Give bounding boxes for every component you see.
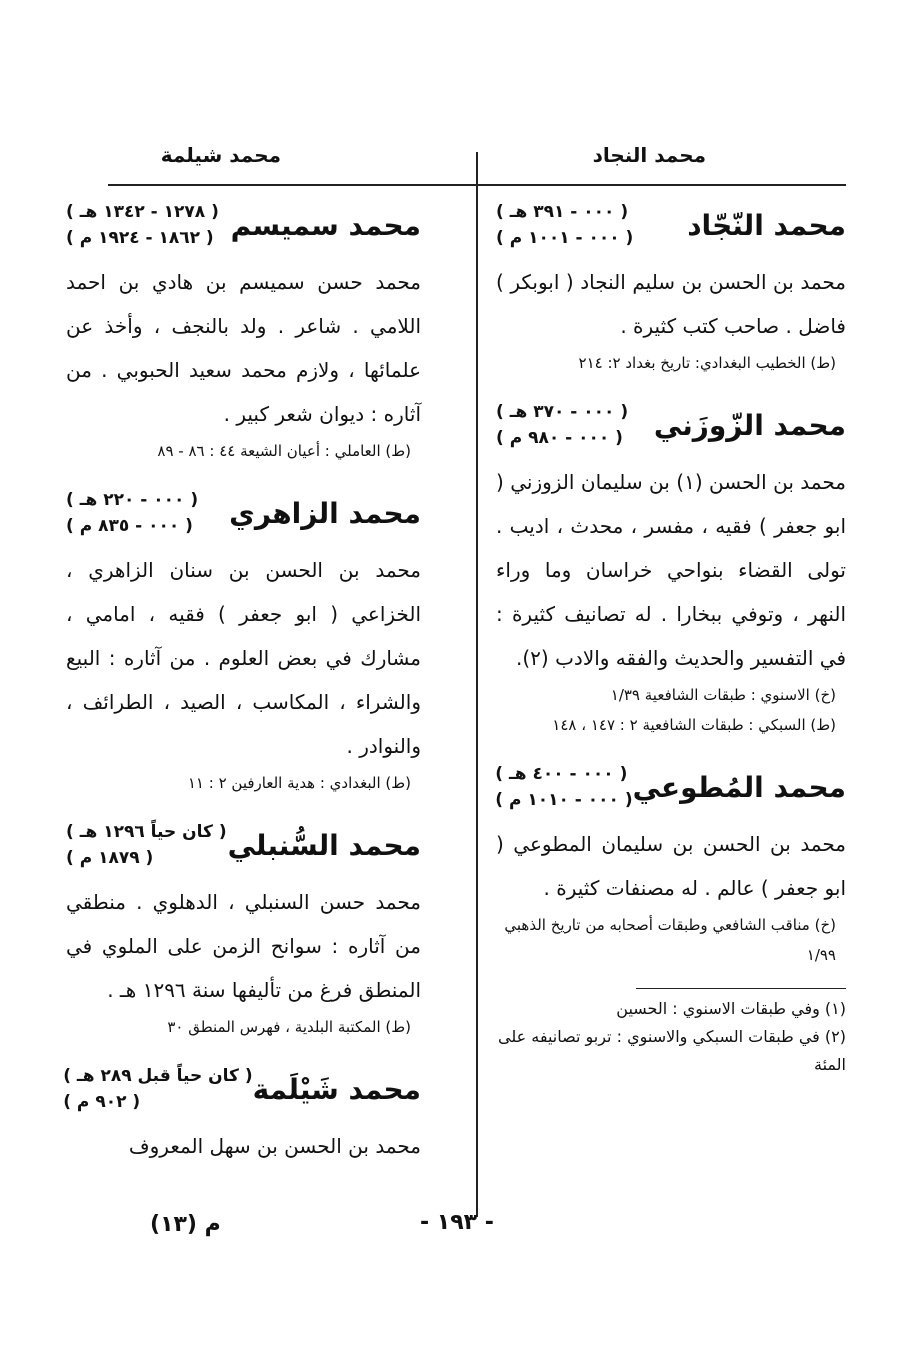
entry-date-line: ( كان حياً ١٢٩٦ هـ ) xyxy=(66,822,227,842)
entry-name: محمد شَيْلَمة xyxy=(252,1072,421,1106)
entry-source: (ط) السبكي : طبقات الشافعية ٢ : ١٤٧ ، ١٤٨ xyxy=(552,716,836,734)
entry-header xyxy=(66,478,421,548)
entry-dates xyxy=(496,399,628,451)
page-number: - ١٩٣ - xyxy=(420,1210,494,1235)
entry-header xyxy=(496,190,846,260)
entry-source: (ط) البغدادي : هدية العارفين ٢ : ١١ xyxy=(187,774,411,792)
right-column xyxy=(496,190,846,1079)
entry-body: محمد بن الحسن بن سليمان المطوعي ( ابو جعفر ) عالم . له مصنفات كثيرة . xyxy=(496,832,846,900)
entry-dates xyxy=(66,819,227,871)
entry-header xyxy=(496,390,846,460)
entry-header xyxy=(496,752,846,822)
column-divider xyxy=(476,152,478,1217)
biography-entry xyxy=(66,478,421,798)
header-left-title: محمد شيلمة xyxy=(160,143,281,167)
entry-body: محمد بن الحسن بن سليم النجاد ( ابوبكر ) فاضل . صاحب كتب كثيرة . xyxy=(496,270,846,338)
entry-name: محمد الزاهري xyxy=(229,496,421,530)
entry-date-line: ( ٠٠٠ - ٣٩١ هـ ) xyxy=(496,202,629,222)
entry-header xyxy=(66,190,421,260)
entry-date-line: ( ٠٠٠ - ٢٢٠ هـ ) xyxy=(66,490,199,510)
entry-date-line: ( ٠٠٠ - ٤٠٠ هـ ) xyxy=(495,764,628,784)
entry-name: محمد سميسم xyxy=(230,208,421,242)
entry-body: محمد بن الحسن بن سهل المعروف xyxy=(128,1134,421,1158)
entry-date-line: ( ٠٠٠ - ١٠٠١ م ) xyxy=(496,228,634,248)
footnote: (٢) في طبقات السبكي والاسنوي : تربو تصانيفه على المئة xyxy=(498,1027,846,1074)
entry-date-line: ( ٠٠٠ - ٩٨٠ م ) xyxy=(496,428,623,448)
entry-body: محمد حسن السنبلي ، الدهلوي . منطقي من آثاره : سوانح الزمن على الملوي في المنطق فرغ من تأليفها سنة ١٢٩٦ هـ . xyxy=(66,890,421,1002)
entry-source: (خ) الاسنوي : طبقات الشافعية ١/٣٩ xyxy=(610,686,836,704)
entry-source: (خ) مناقب الشافعي وطبقات أصحابه من تاريخ الذهبي ١/٩٩ xyxy=(504,916,836,964)
left-column xyxy=(63,190,421,1180)
entry-name: محمد الزّوزَني xyxy=(653,408,846,442)
entry-body: محمد بن الحسن (١) بن سليمان الزوزني ( ابو جعفر ) فقيه ، مفسر ، محدث ، اديب . تولى القضاء بنواحي خراسان وما وراء النهر ، وتوفي ببخارا . له تصانيف كثيرة : في التفسير والحديث والفقه والادب (٢). xyxy=(496,470,846,670)
header-right-title: محمد النجاد xyxy=(592,143,706,167)
entry-header xyxy=(66,810,421,880)
entry-header xyxy=(63,1054,421,1124)
entry-date-line: ( ٠٠٠ - ١٠١٠ م ) xyxy=(495,790,633,810)
entry-source: (ط) العاملي : أعيان الشيعة ٤٤ : ٨٦ - ٨٩ xyxy=(157,442,411,460)
footnotes xyxy=(496,989,846,1079)
entry-dates xyxy=(63,1063,252,1115)
entry-dates xyxy=(495,761,632,813)
entry-date-line: ( ٠٠٠ - ٨٣٥ م ) xyxy=(66,516,193,536)
entry-name: محمد السُّنبلي xyxy=(227,828,421,862)
entry-name: محمد المُطوعي xyxy=(632,770,846,804)
entry-source: (ط) الخطيب البغدادي: تاريخ بغداد ٢: ٢١٤ xyxy=(578,354,836,372)
entry-dates xyxy=(66,199,219,251)
entry-source: (ط) المكتبة البلدية ، فهرس المنطق ٣٠ xyxy=(167,1018,411,1036)
entry-dates xyxy=(496,199,633,251)
entry-date-line: ( ٩٠٢ م ) xyxy=(63,1092,141,1112)
entry-date-line: ( ١٢٧٨ - ١٣٤٢ هـ ) xyxy=(66,202,219,222)
biography-entry xyxy=(63,1054,421,1168)
entry-name: محمد النّجّاد xyxy=(687,208,846,242)
biography-entry xyxy=(66,810,421,1042)
biography-entry xyxy=(496,390,846,740)
biography-entry xyxy=(66,190,421,466)
signature-mark: م (١٣) xyxy=(150,1212,221,1237)
entry-body: محمد بن الحسن بن سنان الزاهري ، الخزاعي ( ابو جعفر ) فقيه ، امامي ، مشارك في بعض العلوم . من آثاره : البيع والشراء ، المكاسب ، الصيد ، الطرائف ، والنوادر . xyxy=(66,558,421,758)
entry-dates xyxy=(66,487,198,539)
entry-date-line: ( كان حياً قبل ٢٨٩ هـ ) xyxy=(63,1066,253,1086)
entry-date-line: ( ٠٠٠ - ٣٧٠ هـ ) xyxy=(496,402,629,422)
entry-date-line: ( ١٨٦٢ - ١٩٢٤ م ) xyxy=(66,228,214,248)
footnote: (١) وفي طبقات الاسنوي : الحسين xyxy=(616,999,846,1018)
biography-entry xyxy=(496,752,846,970)
biography-entry xyxy=(496,190,846,378)
entry-date-line: ( ١٨٧٩ م ) xyxy=(66,848,154,868)
entry-body: محمد حسن سميسم بن هادي بن احمد اللامي . شاعر . ولد بالنجف ، وأخذ عن علمائها ، ولازم محمد سعيد الحبوبي . من آثاره : ديوان شعر كبير . xyxy=(66,270,421,426)
